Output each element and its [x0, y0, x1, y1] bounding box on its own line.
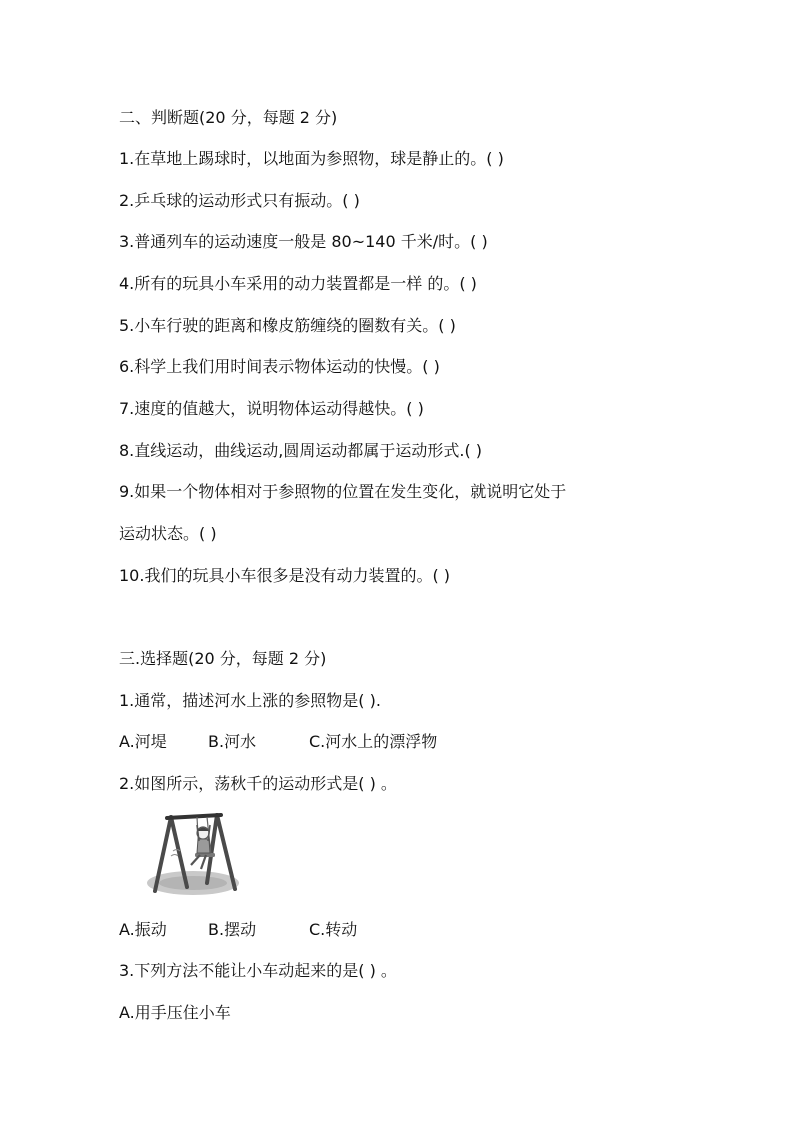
judgment-question-9: 9.如果一个物体相对于参照物的位置在发生变化，就说明它处于 — [119, 482, 567, 501]
judgment-question-2: 2.乒乓球的运动形式只有振动。( ) — [119, 191, 360, 210]
choice-question-3: 3.下列方法不能让小车动起来的是( ) 。 — [119, 961, 397, 980]
option-c: C.转动 — [309, 920, 358, 939]
judgment-question-3: 3.普通列车的运动速度一般是 80~140 千米/时。( ) — [119, 232, 488, 251]
choice-question-2: 2.如图所示，荡秋千的运动形式是( ) 。 — [119, 774, 397, 793]
judgment-question-7: 7.速度的值越大，说明物体运动得越快。( ) — [119, 399, 424, 418]
judgment-question-5: 5.小车行驶的距离和橡皮筋缠绕的圈数有关。( ) — [119, 316, 456, 335]
judgment-question-4: 4.所有的玩具小车采用的动力装置都是一样 的。( ) — [119, 274, 477, 293]
judgment-question-1: 1.在草地上踢球时，以地面为参照物，球是静止的。( ) — [119, 149, 504, 168]
judgment-question-8: 8.直线运动，曲线运动,圆周运动都属于运动形式.( ) — [119, 441, 483, 460]
choice-question-1: 1.通常，描述河水上涨的参照物是( ). — [119, 691, 381, 710]
option-a: A.河堤 — [119, 732, 167, 751]
option-b: B.河水 — [208, 732, 257, 751]
judgment-question-6: 6.科学上我们用时间表示物体运动的快慢。( ) — [119, 357, 440, 376]
choice-question-3-option-a: A.用手压住小车 — [119, 1003, 231, 1022]
section-3-heading: 三.选择题(20 分，每题 2 分) — [119, 649, 327, 668]
section-2-heading: 二、判断题(20 分，每题 2 分) — [119, 108, 338, 127]
judgment-question-10: 10.我们的玩具小车很多是没有动力装置的。( ) — [119, 566, 451, 585]
swing-illustration — [143, 811, 243, 899]
option-a: A.振动 — [119, 920, 167, 939]
option-b: B.摆动 — [208, 920, 257, 939]
option-c: C.河水上的漂浮物 — [309, 732, 438, 751]
judgment-question-9-continued: 运动状态。( ) — [119, 524, 217, 543]
